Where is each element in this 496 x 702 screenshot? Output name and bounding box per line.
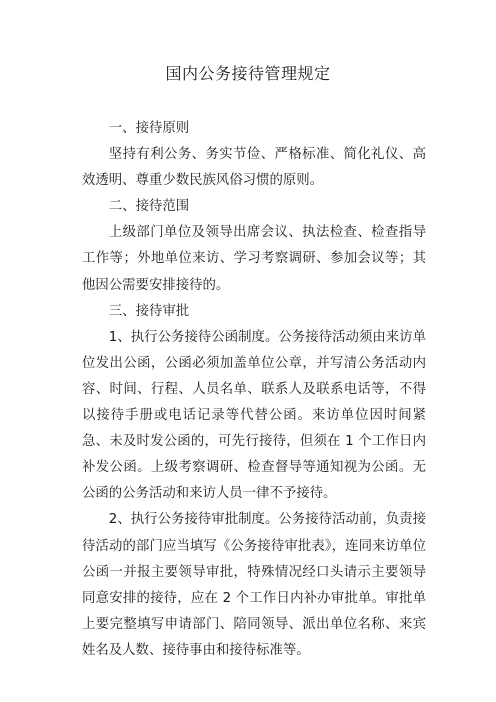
paragraph-principles: 坚持有利公务、务实节俭、严格标准、简化礼仪、高效透明、尊重少数民族风俗习惯的原则。 <box>82 147 426 189</box>
paragraph-scope: 上级部门单位及领导出席会议、执法检查、检查指导工作等；外地单位来访、学习考察调研、参加会议等；其他因公需要安排接待的。 <box>82 225 426 293</box>
paragraph-approval-form: 2、执行公务接待审批制度。公务接待活动前，负责接待活动的部门应当填写《公务接待审批表》，连同来访单位公函一并报主要领导审批，特殊情况经口头请示主要领导同意安排的接待，应在 2 个工作日内补办审批单。审批单上要完整填写申请部门、陪同领导、派出单位名称、来宾姓名及人数、接待事由和接待标准等。 <box>82 512 426 658</box>
section-heading-approval: 三、接待审批 <box>108 303 190 319</box>
document-body <box>82 116 426 664</box>
section-heading-principles: 一、接待原则 <box>108 121 190 136</box>
paragraph-approval-letter: 1、执行公务接待公函制度。公务接待活动须由来访单位发出公函，公函必须加盖单位公章，并写清公务活动内容、时间、行程、人员名单、联系人及联系电话等，不得以接待手册或电话记录等代替公函。来访单位因时间紧急、未及时发公函的，可先行接待，但须在 1 个工作日内补发公函。上级考察调研、检查督导等通知视为公函。无公函的公务活动和来访人员一律不予接待。 <box>82 329 426 502</box>
section-heading-scope: 二、接待范围 <box>108 199 190 215</box>
page-title: 国内公务接待管理规定 <box>165 64 331 83</box>
